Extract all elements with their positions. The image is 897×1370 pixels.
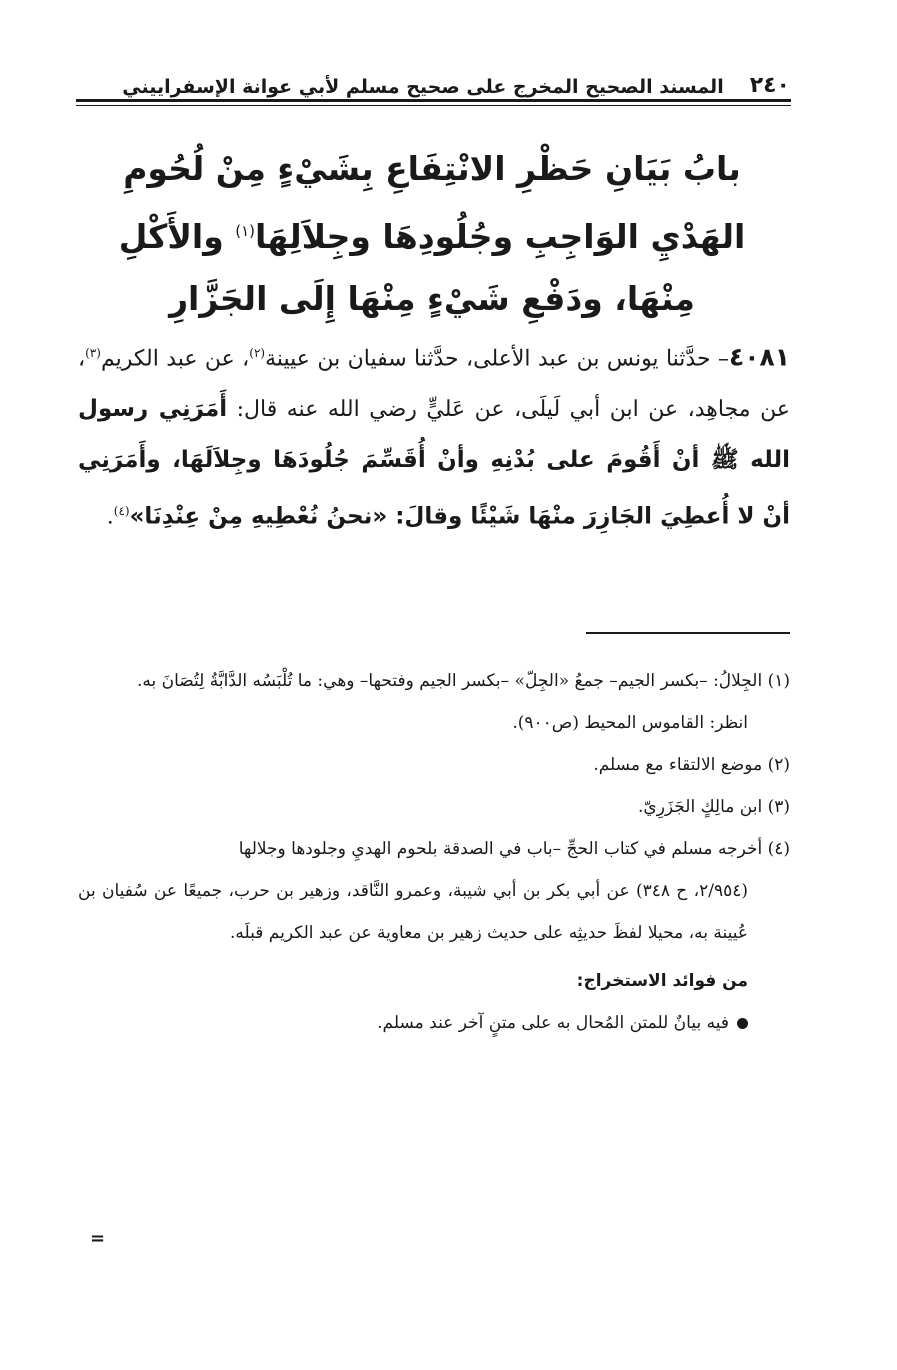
hadith-quote: «نحنُ نُعْطِيهِ مِنْ عِنْدِنَا» [129, 503, 388, 530]
hadith-chain-1: – حدَّثنا يونس بن عبد الأعلى، حدَّثنا سفيان بن عيينة [265, 346, 729, 372]
footnote-3: (٣) ابن مالِكٍ الجَزَرِيّ. [638, 797, 790, 817]
benefit-text: فيه بيانٌ للمتن المُحال به على متنٍ آخر عند مسلم. [377, 1013, 729, 1033]
page-header [78, 64, 790, 98]
footnote-ref-3: (٣) [85, 346, 101, 360]
hadith-chain-3: ، عن مجاهِد، عن ابن أبي لَيلَى، عن عَليٍّ رضي الله عنه قال: [78, 346, 790, 423]
benefit-item [78, 1002, 790, 1044]
end-mark: = [90, 1228, 106, 1249]
footnote-ref-2: (٢) [249, 346, 266, 360]
chapter-title [92, 138, 772, 330]
footnote-1: (١) الجِلالُ: –بكسر الجيم– جمعُ «الجِلّ» –بكسر الجيم وفتحها– وهي: ما تُلْبَسُه الدَّابَّةُ لِتُصَانَ به. [136, 671, 790, 691]
running-title: المسند الصحيح المخرج على صحيح مسلم لأبي عوانة الإسفراييني [122, 76, 724, 98]
hadith-matn: أَمَرَنِي رسول الله ﷺ أنْ أَقُومَ على بُدْنِهِ وأنْ أُقَسِّمَ جُلُودَهَا وجِلاَلَهَا، وأَمَرَنِي أنْ لا أُعطِيَ الجَازِرَ منْهَا شَيْئًا وقالَ: [78, 396, 790, 530]
hadith-number: ٤٠٨١ [728, 342, 790, 372]
bullet-icon [737, 1018, 748, 1029]
footnote-ref-1: (١) [235, 222, 256, 240]
hadith-text [78, 328, 790, 543]
page-number: ٢٤٠ [749, 73, 790, 98]
chapter-title-text-2: والأَكْلِ مِنْهَا، ودَفْعِ شَيْءٍ مِنْهَا إِلَى الجَزَّارِ [118, 217, 695, 318]
header-rule-thick [76, 99, 791, 102]
hadith-end: . [106, 504, 114, 530]
footnote-separator [586, 632, 790, 634]
benefits-heading: من فوائد الاستخراج: [576, 971, 748, 991]
footnote-1-source: انظر: القاموس المحيط (ص٩٠٠). [512, 713, 748, 733]
footnote-4-continued: (٢/٩٥٤، ح ٣٤٨) عن أبي بكر بن أبي شيبة، وعمرو النَّاقد، وزهير بن حرب، جميعًا عن سُفيان بن عُيينة به، محيلا لفظَ حديثِه على حديث زهير بن معاوية عن عبد الكريم قبلَه. [78, 881, 748, 943]
footnote-4: (٤) أخرجه مسلم في كتاب الحجِّ –باب في الصدقة بلحوم الهديِ وجلودها وجلالها [238, 839, 790, 859]
header-rule-thin [76, 105, 791, 106]
chapter-title-text-1: بابُ بَيَانِ حَظْرِ الانْتِفَاعِ بِشَيْءٍ مِنْ لُحُومِ الهَدْيِ الوَاجِبِ وجُلُودِهَا وجِلاَلِهَا [123, 149, 746, 256]
hadith-chain-2: ، عن عبد الكريم [100, 346, 250, 372]
footnote-2: (٢) موضع الالتقاء مع مسلم. [593, 755, 790, 775]
footnote-ref-4: (٤) [113, 504, 130, 519]
footnotes-section [78, 660, 790, 1044]
